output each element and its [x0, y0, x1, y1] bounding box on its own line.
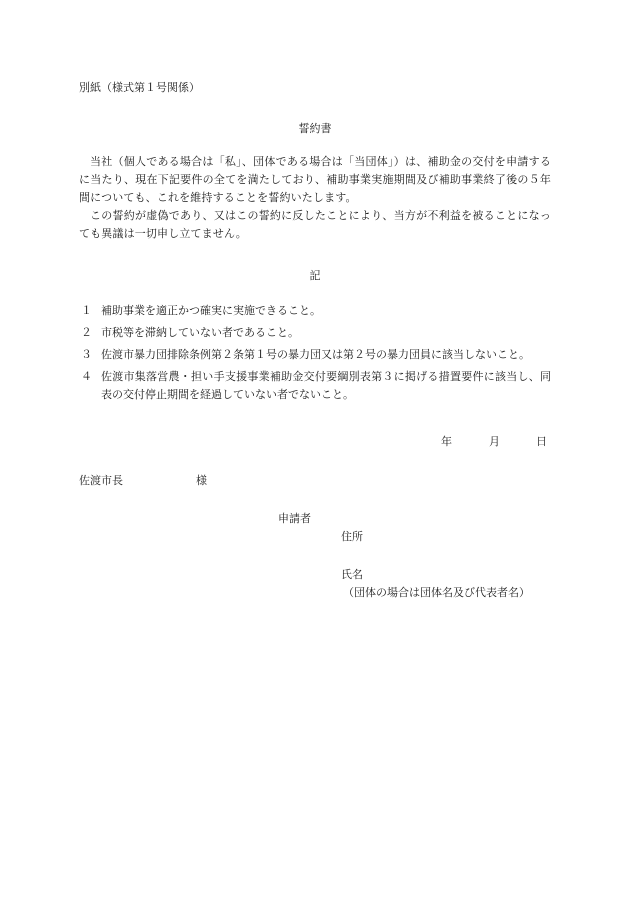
date-year-label: 年	[441, 435, 452, 448]
applicant-label: 申請者	[278, 512, 311, 525]
name-note: （団体の場合は団体名及び代表者名）	[343, 586, 530, 599]
requirement-item	[79, 368, 551, 404]
address-label: 住所	[341, 530, 363, 543]
requirement-list	[79, 302, 551, 408]
requirement-number: ４	[81, 370, 92, 383]
pledge-paragraph-2: この誓約が虚偽であり、又はこの誓約に反したことにより、当方が不利益を被ることになっても異議は一切申し立てません。	[79, 209, 551, 240]
ki-heading: 記	[309, 269, 321, 282]
annex-label: 別紙（様式第１号関係）	[79, 81, 200, 94]
requirement-text: 佐渡市集落営農・担い手支援事業補助金交付要綱別表第３に掲げる措置要件に該当し、同表の交付停止期間を経過していない者でないこと。	[101, 370, 551, 401]
requirement-text: 補助事業を適正かつ確実に実施できること。	[101, 304, 321, 317]
requirement-item	[79, 302, 551, 320]
document-title: 誓約書	[298, 122, 332, 135]
pledge-paragraph-1: 当社（個人である場合は「私」、団体である場合は「当団体」）は、補助金の交付を申請するに当たり、現在下記要件の全てを満たしており、補助事業実施期間及び補助事業終了後の５年間についても、これを維持することを誓約いたします。	[79, 155, 551, 204]
requirement-number: ２	[81, 326, 92, 339]
requirement-item	[79, 346, 551, 364]
requirement-text: 佐渡市暴力団排除条例第２条第１号の暴力団又は第２号の暴力団員に該当しないこと。	[101, 348, 530, 361]
addressee-name: 佐渡市長	[79, 474, 123, 487]
date-day-label: 日	[536, 435, 547, 448]
requirement-text: 市税等を滞納していない者であること。	[101, 326, 299, 339]
date-month-label: 月	[489, 435, 500, 448]
requirement-number: １	[81, 304, 92, 317]
addressee-honorific: 様	[196, 474, 207, 487]
requirement-number: ３	[81, 348, 92, 361]
requirement-item	[79, 324, 551, 342]
name-label: 氏名	[341, 568, 363, 581]
pledge-body	[79, 153, 551, 243]
